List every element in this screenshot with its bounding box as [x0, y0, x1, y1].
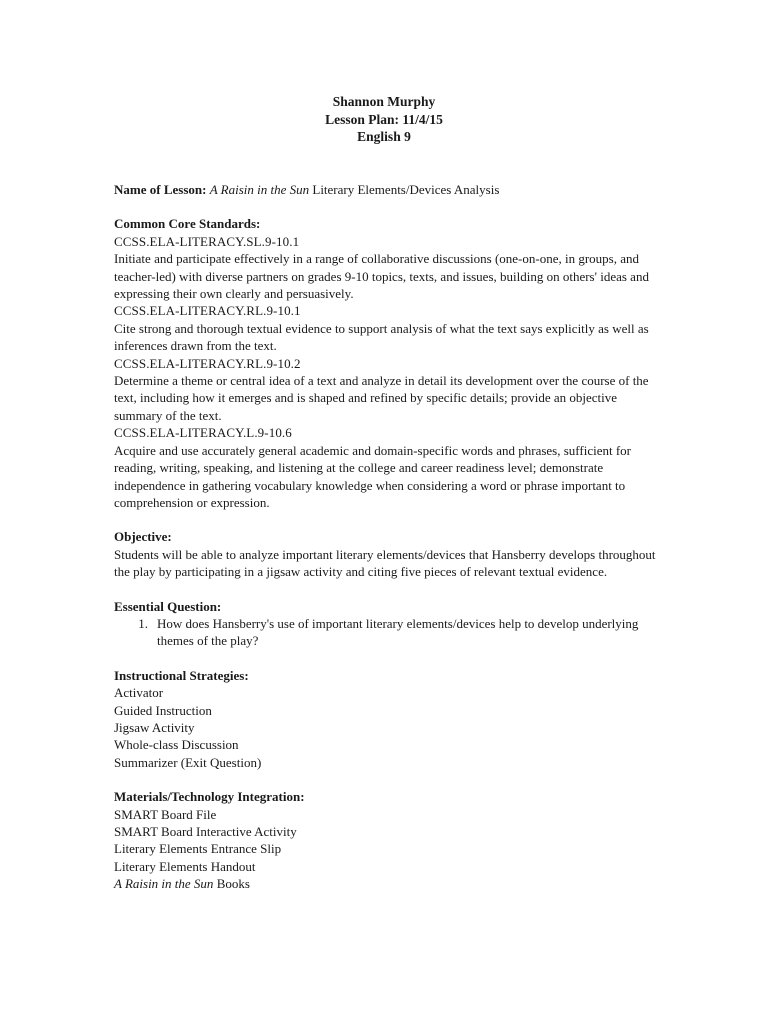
standard-text: Acquire and use accurately general academic and domain-specific words and phrases, sufficient for reading, writing, speaking, and listening at the college and career readiness level; demonstrate independence in gathering vocabulary knowledge when considering a word or phrase important to comprehension or expression.: [114, 442, 632, 510]
lesson-title-italic: A Raisin in the Sun: [209, 182, 310, 197]
standards-heading: Common Core Standards:: [114, 216, 261, 232]
standard-text: Determine a theme or central idea of a text and analyze in detail its development over the course of the text, including how it emerges and is shaped and refined by specific details; provide an objective summary of the text.: [114, 373, 649, 423]
standard-text: Cite strong and thorough textual evidence to support analysis of what the text says explicitly as well as inferences drawn from the text.: [114, 320, 649, 354]
objective-text: Students will be able to analyze important literary elements/devices that Hansberry develops throughout the play by participating in a jigsaw activity and citing five pieces of relevant textual evidence.: [114, 546, 656, 580]
standard-text: Initiate and participate effectively in a range of collaborative discussions (one-on-one, in groups, and teacher-led) with diverse partners on grades 9-10 topics, texts, and issues, building on others' ideas and expressing their own clearly and persuasively.: [114, 251, 649, 302]
list-item: SMART Board File: [114, 806, 217, 822]
lesson-name-label: Name of Lesson:: [114, 182, 207, 197]
materials-section: [114, 788, 659, 892]
standard-code: CCSS.ELA-LITERACY.SL.9-10.1: [114, 233, 300, 249]
standard-code: CCSS.ELA-LITERACY.RL.9-10.2: [114, 355, 301, 371]
lesson-plan-date: Lesson Plan: 11/4/15: [325, 111, 443, 127]
book-title-italic: A Raisin in the Sun: [114, 876, 214, 892]
list-item: Activator: [114, 685, 164, 701]
book-title-rest: Books: [213, 876, 250, 892]
list-item-text: How does Hansberry's use of important literary elements/devices help to develop underlying themes of the play?: [157, 615, 639, 649]
strategies-heading: Instructional Strategies:: [114, 667, 249, 683]
list-item: [114, 875, 659, 892]
list-item: Literary Elements Handout: [114, 858, 256, 874]
list-item: SMART Board Interactive Activity: [114, 824, 297, 839]
strategies-section: [114, 667, 659, 771]
document-header: [0, 93, 768, 146]
standard-code: CCSS.ELA-LITERACY.RL.9-10.1: [114, 303, 301, 319]
list-item: Guided Instruction: [114, 702, 212, 718]
author-name: Shannon Murphy: [332, 94, 436, 109]
document-body: [114, 181, 659, 910]
objective-heading: Objective:: [114, 529, 172, 545]
lesson-name-line: [114, 181, 659, 198]
lesson-title-rest: Literary Elements/Devices Analysis: [309, 182, 500, 197]
list-item: Literary Elements Entrance Slip: [114, 841, 282, 857]
essential-question-section: [114, 598, 659, 650]
list-item: [114, 615, 659, 650]
materials-heading: Materials/Technology Integration:: [114, 789, 305, 805]
list-item-number: 1.: [138, 615, 148, 631]
course-name: English 9: [357, 129, 411, 144]
objective-section: [114, 528, 659, 580]
essential-question-heading: Essential Question:: [114, 598, 222, 614]
standards-section: [114, 215, 659, 511]
list-item: Summarizer (Exit Question): [114, 754, 262, 770]
list-item: Jigsaw Activity: [114, 719, 195, 735]
list-item: Whole-class Discussion: [114, 737, 239, 753]
standard-code: CCSS.ELA-LITERACY.L.9-10.6: [114, 425, 292, 441]
